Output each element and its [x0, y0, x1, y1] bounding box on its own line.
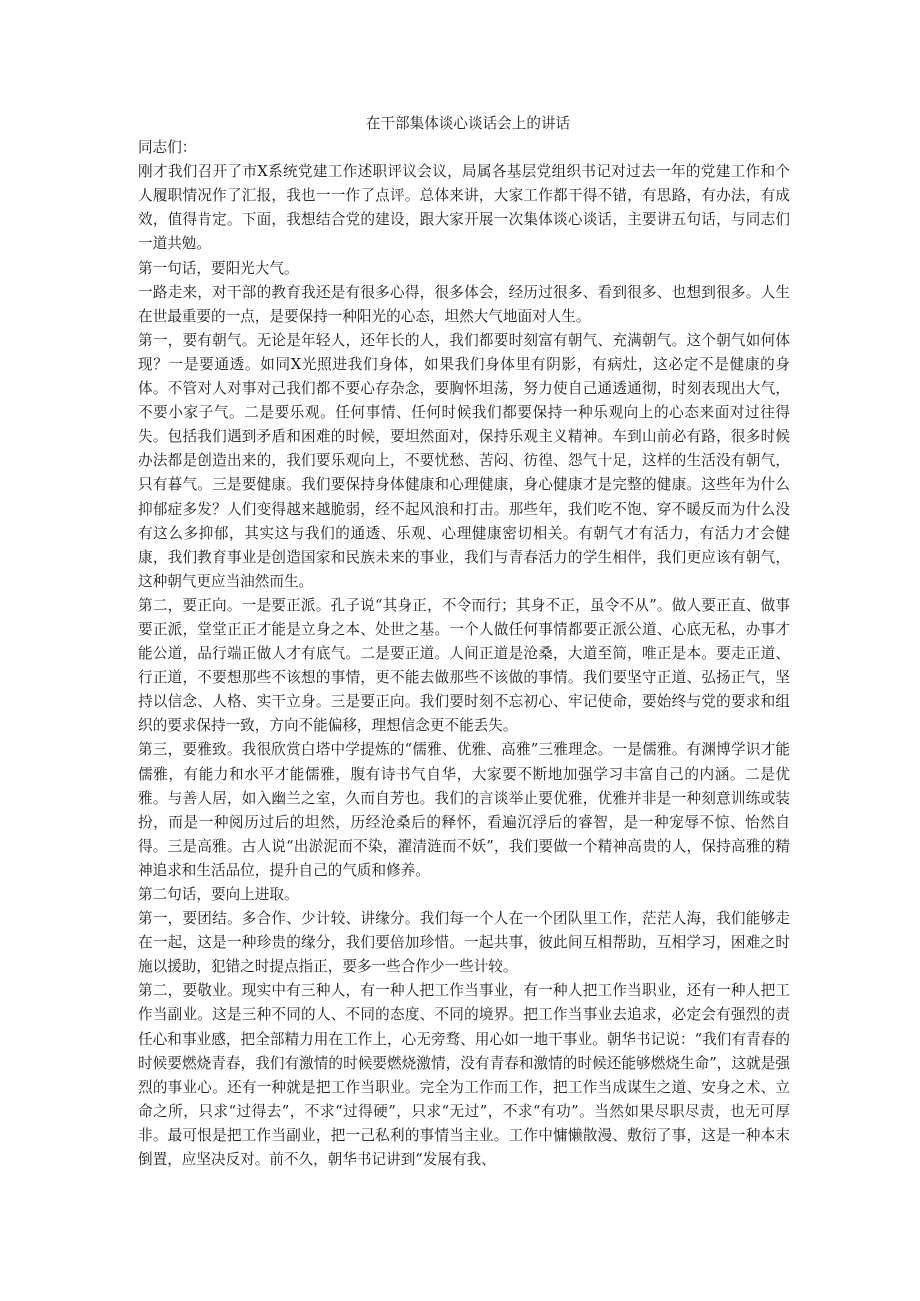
- document-body: [138, 136, 790, 1172]
- section-heading-2: 第二句话，要向上进取。: [138, 886, 299, 903]
- paragraph: 第二，要敬业。现实中有三种人，有一种人把工作当事业，有一种人把工作当职业，还有一种人把工作当副业。这是三种不同的人、不同的态度、不同的境界。把工作当事业去追求，必定会有强烈的责任心和事业感，把全部精力用在工作上，心无旁骛、用心如一地干事业。朝华书记说：“我们有青春的时候要燃烧青春，我们有激情的时候要燃烧激情，没有青春和激情的时候还能够燃烧生命”，这就是强烈的事业心。还有一种就是把工作当职业。完全为工作而工作，把工作当成谋生之道、安身之术、立命之所，只求“过得去”，不求“过得硬”，只求“无过”，不求“有功”。当然如果尽职尽责，也无可厚非。最可恨是把工作当副业，把一己私利的事情当主业。工作中慵懒散漫、敷衍了事，这是一种本末倒置，应坚决反对。前不久，朝华书记讲到“发展有我、: [138, 982, 790, 1169]
- paragraph: 第一，要有朝气。无论是年轻人，还年长的人，我们都要时刻富有朝气、充满朝气。这个朝气如何体现？一是要通透。如同X光照进我们身体，如果我们身体里有阴影，有病灶，这必定不是健康的身体。不管对人对事对己我们都不要心存杂念，要胸怀坦荡，努力使自己通透通彻，时刻表现出大气，不要小家子气。二是要乐观。任何事情、任何时候我们都要保持一种乐观向上的心态来面对过往得失。包括我们遇到矛盾和困难的时候，要坦然面对，保持乐观主义精神。车到山前必有路，很多时候办法都是创造出来的，我们要乐观向上，不要忧愁、苦闷、彷徨、怨气十足，这样的生活没有朝气，只有暮气。三是要健康。我们要保持身体健康和心理健康，身心健康才是完整的健康。这些年为什么抑郁症多发？人们变得越来越脆弱，经不起风浪和打击。那些年，我们吃不饱、穿不暖反而为什么没有这么多抑郁，其实这与我们的通透、乐观、心理健康密切相关。有朝气才有活力，有活力才会健康，我们教育事业是创造国家和民族未来的事业，我们与青春活力的学生相伴，我们更应该有朝气，这种朝气更应当油然而生。: [138, 331, 790, 590]
- document-title: 在干部集体谈心谈话会上的讲话: [365, 115, 571, 132]
- paragraph-intro: 刚才我们召开了市X系统党建工作述职评议会议，局属各基层党组织书记对过去一年的党建工作和个人履职情况作了汇报，我也一一作了点评。总体来讲，大家工作都干得不错，有思路，有办法，有成效，值得肯定。下面，我想结合党的建设，跟大家开展一次集体谈心谈话，主要讲五句话，与同志们一道共勉。: [138, 163, 790, 253]
- document-page: [138, 112, 790, 1172]
- paragraph: 第一，要团结。多合作、少计较、讲缘分。我们每一个人在一个团队里工作，茫茫人海，我们能够走在一起，这是一种珍贵的缘分，我们要倍加珍惜。一起共事，彼此间互相帮助，互相学习，困难之时施以援助，犯错之时提点指正，要多一些合作少一些计较。: [138, 910, 790, 976]
- section-heading-1: 第一句话，要阳光大气。: [138, 259, 299, 277]
- paragraph: 第二，要正向。一是要正派。孔子说“其身正，不令而行；其身不正，虽令不从”。做人要正直、做事要正派，堂堂正正才能是立身之本、处世之基。一个人做任何事情都要正派公道、心底无私，办事才能公道，品行端正做人才有底气。二是要正道。人间正道是沧桑，大道至简，唯正是本。要走正道、行正道，不要想那些不该想的事情，更不能去做那些不该做的事情。我们要坚守正道、弘扬正气，坚持以信念、人格、实干立身。三是要正向。我们要时刻不忘初心、牢记使命，要始终与党的要求和组织的要求保持一致，方向不能偏移，理想信念更不能丢失。: [138, 596, 790, 735]
- salutation: 同志们：: [138, 139, 197, 157]
- paragraph: 第三，要雅致。我很欣赏白塔中学提炼的“儒雅、优雅、高雅”三雅理念。一是儒雅。有渊博学识才能儒雅，有能力和水平才能儒雅，腹有诗书气自华，大家要不断地加强学习丰富自己的内涵。二是优雅。与善人居，如入幽兰之室，久而自芳也。我们的言谈举止要优雅，优雅并非是一种刻意训练或装扮，而是一种阅历过后的坦然，历经沧桑后的释怀，看遍沉浮后的睿智，是一种宠辱不惊、怡然自得。三是高雅。古人说“出淤泥而不染，濯清涟而不妖”，我们要做一个精神高贵的人，保持高雅的精神追求和生活品位，提升自己的气质和修养。: [138, 741, 790, 879]
- paragraph: 一路走来，对干部的教育我还是有很多心得，很多体会，经历过很多、看到很多、也想到很多。人生在世最重要的一点，是要保持一种阳光的心态，坦然大气地面对人生。: [138, 283, 790, 325]
